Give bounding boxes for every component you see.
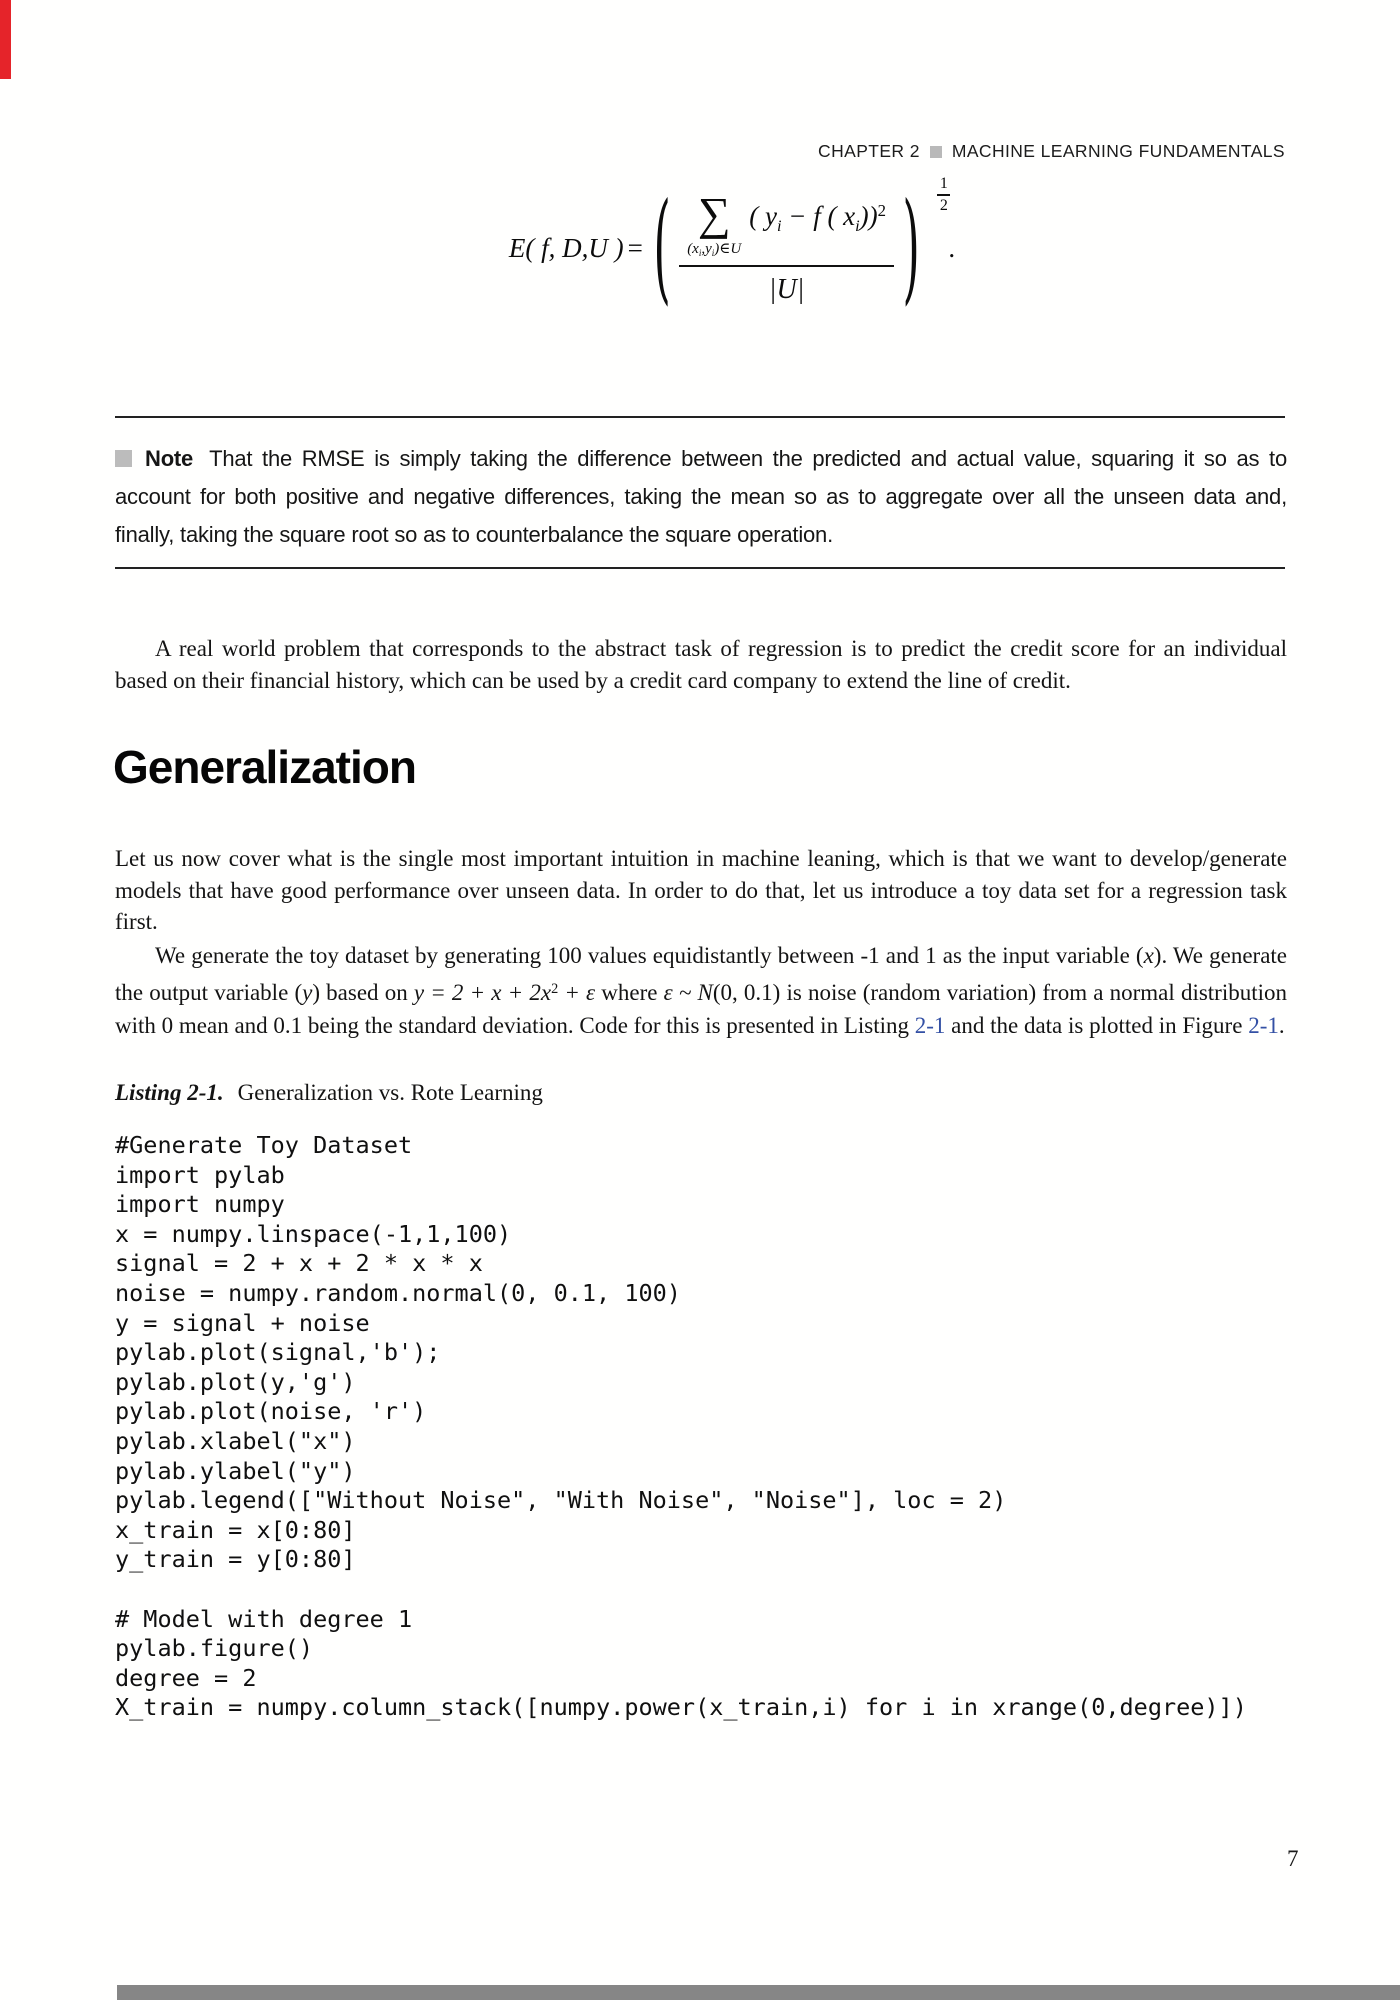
code-line: y_train = y[0:80] [115, 1545, 356, 1574]
chapter-title: MACHINE LEARNING FUNDAMENTALS [951, 141, 1285, 161]
code-line: pylab.xlabel("x") [115, 1426, 356, 1455]
code-line: pylab.ylabel("y") [115, 1456, 356, 1485]
code-line: degree = 2 [115, 1663, 257, 1692]
note-callout [115, 440, 1287, 554]
paragraph-generalization-intro: Let us now cover what is the single most important intuition in machine leaning, which is that we want to develop/generate models that have good performance over unseen data. In order to do that, let us introduce a toy data set for a regression task first. [115, 846, 1287, 934]
note-rule-top [115, 416, 1285, 418]
paragraph-regression-example: A real world problem that corresponds to the abstract task of regression is to predict the credit score for an individual based on their financial history, which can be used by a credit card company to extend the line of credit. [115, 636, 1287, 693]
note-label: Note [145, 446, 194, 471]
formula-numerator [679, 188, 894, 265]
listing-caption [115, 1080, 543, 1106]
formula-close-paren: ) [902, 179, 920, 318]
exponent-fraction-bar [937, 194, 950, 196]
code-line: signal = 2 + x + 2 * x * x [115, 1249, 483, 1278]
running-header [115, 141, 1285, 162]
code-line: pylab.plot(signal,'b'); [115, 1338, 441, 1367]
scan-artifact-bottom-bar [117, 1985, 1400, 2000]
header-separator-square-icon [930, 146, 942, 158]
listing-label: Listing 2-1. [115, 1080, 224, 1105]
page-number: 7 [1287, 1846, 1299, 1871]
chapter-label: CHAPTER 2 [818, 141, 920, 161]
listing-title: Generalization vs. Rote Learning [237, 1080, 543, 1105]
formula-period: . [948, 233, 956, 264]
code-line: pylab.figure() [115, 1634, 314, 1663]
paragraph-toy-dataset: We generate the toy dataset by generating 100 values equidistantly between -1 and 1 as the input variable (x). We generate the output variable (y) based on $y = 2 + x + 2x^2 + \varepsilon$ where ε ~ N(0, 0.1) is noise (random variation) from a normal distribution with 0 mean and 0.1 being the standard deviation. Code for this is presented in Listing 2-1 and the data is plotted in Figure 2-1. [115, 943, 1288, 1039]
note-text: That the RMSE is simply taking the difference between the predicted and actual value, squaring it so as to account for both positive and negative differences, taking the mean so as to aggregate over all the unseen data and, finally, taking the square root so as to counterbalance the square operation. [115, 446, 1287, 547]
rmse-formula [0, 174, 1400, 318]
figure-2-1-link[interactable]: 2-1 [1248, 1013, 1279, 1039]
code-line: pylab.legend(["Without Noise", "With Noise", "Noise"], loc = 2) [115, 1486, 1007, 1515]
note-square-icon [115, 450, 132, 467]
summation-subscript: $(x_i,y_i)\in U$ [687, 240, 742, 258]
code-line: pylab.plot(noise, 'r') [115, 1397, 427, 1426]
section-heading-generalization: Generalization [113, 741, 416, 793]
code-line: #Generate Toy Dataset [115, 1131, 413, 1159]
formula-fraction [679, 188, 894, 306]
code-block [115, 1131, 1355, 1723]
summation [687, 188, 742, 258]
code-line: x = numpy.linspace(-1,1,100) [115, 1219, 512, 1248]
code-line: pylab.plot(y,'g') [115, 1367, 356, 1396]
summation-symbol: ∑ [697, 188, 731, 239]
error-expression: ( $y_i - f$ ( $x_i))^2$ [749, 201, 887, 235]
inline-equation: y = 2 + x + 2x [413, 979, 552, 1005]
code-line: x_train = x[0:80] [115, 1515, 356, 1544]
formula-lhs: E( f, D,U ) = [508, 233, 643, 264]
formula-close-paren-group [898, 174, 948, 318]
formula-denominator: |U| [768, 273, 805, 305]
code-line: import pylab [115, 1160, 285, 1189]
code-line: X_train = numpy.column_stack([numpy.power(x_train,i) for i in xrange(0,degree)]) [115, 1693, 1247, 1722]
var-x: x [1143, 943, 1154, 968]
note-rule-bottom [115, 567, 1285, 569]
scan-artifact-red-strip [0, 0, 11, 79]
var-y: y [302, 979, 313, 1005]
listing-2-1-link[interactable]: 2-1 [914, 1013, 946, 1039]
formula-open-paren: ( [653, 179, 671, 318]
formula-exponent-half: 1 2 [937, 175, 950, 216]
code-line: noise = numpy.random.normal(0, 0.1, 100) [115, 1278, 681, 1307]
code-line [115, 1575, 1355, 1605]
code-line: # Model with degree 1 [115, 1604, 413, 1633]
code-line: import numpy [115, 1190, 285, 1219]
code-line: y = signal + noise [115, 1308, 370, 1337]
normal-distribution-symbol: N [697, 979, 713, 1005]
